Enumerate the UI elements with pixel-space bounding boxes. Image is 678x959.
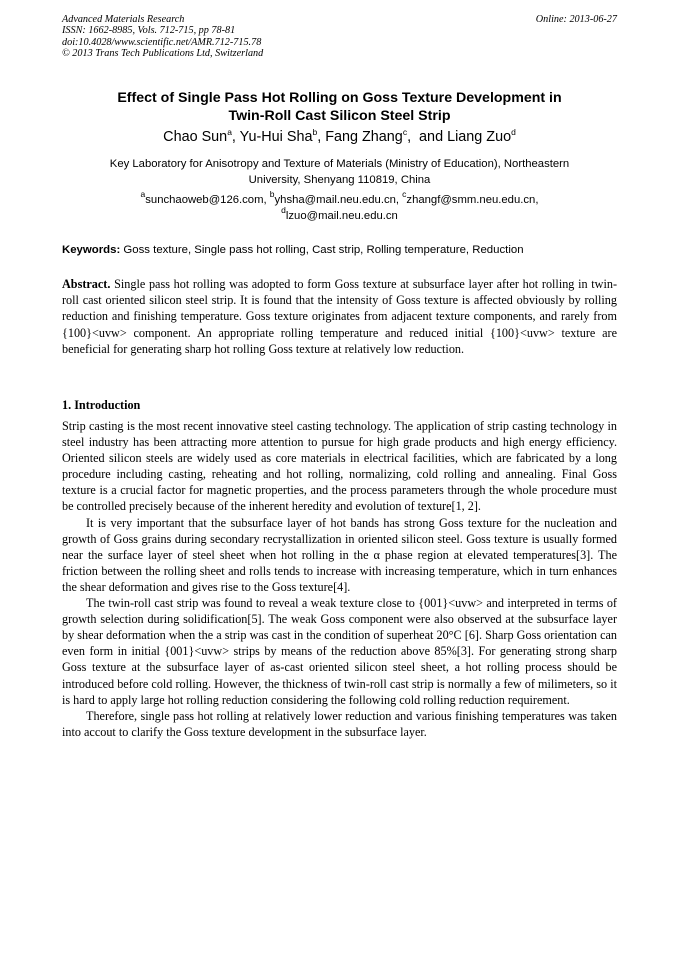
copyright-notice: © 2013 Trans Tech Publications Ltd, Switzerland xyxy=(62,48,264,60)
affiliation-line-1: Key Laboratory for Anisotropy and Texture of Materials (Ministry of Education), Northeastern xyxy=(109,158,570,170)
keywords xyxy=(62,243,617,258)
journal-header xyxy=(62,14,617,60)
author-mark: d xyxy=(511,127,516,137)
paper-title xyxy=(62,90,617,125)
abstract-text: Single pass hot rolling was adopted to form Goss texture at subsurface layer after hot rolling in twin-roll cast oriented silicon steel strip. It is found that the intensity of Goss texture is affected obviously by rolling reduction and finishing temperature. Goss texture originates from adjacent texture components, and rarely from {100}<uvw> component. An appropriate rolling temperature and reduced initial {100}<uvw> texture are beneficial for generating sharp hot rolling Goss texture at relatively low reduction. xyxy=(62,277,617,356)
author-name: Fang Zhang xyxy=(325,129,403,145)
keywords-label: Keywords: xyxy=(62,244,121,256)
journal-name: Advanced Materials Research xyxy=(62,14,185,25)
affiliation xyxy=(62,157,617,188)
body-paragraph: Strip casting is the most recent innovative steel casting technology. The application of strip casting technology in steel industry has been attracting more attention to pursue for high grade products and high energy efficiency. Oriented silicon steels are widely used as core materials in electrical facilities, which are fabricated by a long procedure including casting, reheating and hot rolling, normalizing, cold rolling and annealing. Final Goss texture is a crucial factor for magnetic properties, and the process parameters through the whole procedure must be controlled precisely because of the inherent heredity and evolution of texture[1, 2]. xyxy=(62,419,617,514)
body-paragraph: Therefore, single pass hot rolling at relatively lower reduction and various finishing temperatures was taken into accout to clarify the Goss texture development in the subsurface layer. xyxy=(62,708,617,739)
abstract xyxy=(62,276,617,357)
title-line-2: Twin-Roll Cast Silicon Steel Strip xyxy=(228,107,451,124)
journal-issn: ISSN: 1662-8985, Vols. 712-715, pp 78-81 xyxy=(62,25,236,37)
body-paragraph: It is very important that the subsurface layer of hot bands has strong Goss texture for the nucleation and growth of Goss grains during secondary recrystallization in oriented silicon steel. Goss texture is usually formed near the surface layer of steel sheet when hot rolling in the α phase region at elevated temperatures[3]. The friction between the rolling sheet and rolls tends to increase with increasing temperature, which in turn enhances the shear deformation and gives rise to the Goss texture[4]. xyxy=(62,515,617,594)
author-mark: c xyxy=(402,127,408,137)
email-link[interactable]: sunchaoweb@126.com xyxy=(145,194,264,206)
affiliation-line-2: University, Shenyang 110819, China xyxy=(248,173,431,186)
title-line-1: Effect of Single Pass Hot Rolling on Goss Texture Development in xyxy=(117,90,562,106)
article-doi: doi:10.4028/www.scientific.net/AMR.712-715.78 xyxy=(62,36,262,48)
author-name: Chao Sun xyxy=(163,129,228,145)
author-name: Liang Zuo xyxy=(447,129,512,145)
keywords-text: Goss texture, Single pass hot rolling, Cast strip, Rolling temperature, Reduction xyxy=(123,244,524,256)
author-list: Chao Sun$^a$, Yu-Hui Sha$^b$, Fang Zhang$^c$, and Liang Zuo$^d$ xyxy=(163,127,516,145)
email-mark: c xyxy=(402,189,407,199)
abstract-label: Abstract. xyxy=(62,277,111,291)
body-paragraph: The twin-roll cast strip was found to reveal a weak texture close to {001}<uvw> and interpreted in terms of growth selection during solidification[5]. The weak Goss component were also observed at the subsurface layer by shear deformation when the a strip was cast in the condition of superheat 20°C [6]. Sharp Goss orientation can even form in initial {001}<uvw> strips by means of the reduction above 85%[3]. For generating strong sharp Goss texture at the subsurface layer of as-cast oriented silicon steel sheet, a hot rolling process should be introduced before cold rolling. However, the thickness of twin-roll cast strip is normally a few of milimeters, so it is hard to apply large hot rolling reduction considering the following cold rolling reduction requirement. xyxy=(62,596,617,707)
email-link[interactable]: lzuo@mail.neu.edu.cn xyxy=(285,209,398,222)
email-mark: b xyxy=(269,189,275,199)
author-emails: $^a$sunchaoweb@126.com, $^b$yhsha@mail.neu.edu.cn, $^c$zhangf@smm.neu.edu.cn, $^d$lzuo@mail.neu.edu.cn xyxy=(140,189,539,222)
email-link[interactable]: zhangf@smm.neu.edu.cn xyxy=(406,194,536,206)
author-name: Yu-Hui Sha xyxy=(239,129,313,145)
online-date: Online: 2013-06-27 xyxy=(535,14,617,25)
section-heading: 1. Introduction xyxy=(62,398,141,412)
email-link[interactable]: yhsha@mail.neu.edu.cn xyxy=(274,194,396,206)
email-mark: d xyxy=(281,204,286,215)
author-mark: a xyxy=(227,127,232,137)
author-mark: b xyxy=(312,127,318,137)
section-body xyxy=(62,418,617,740)
email-mark: a xyxy=(140,189,146,199)
